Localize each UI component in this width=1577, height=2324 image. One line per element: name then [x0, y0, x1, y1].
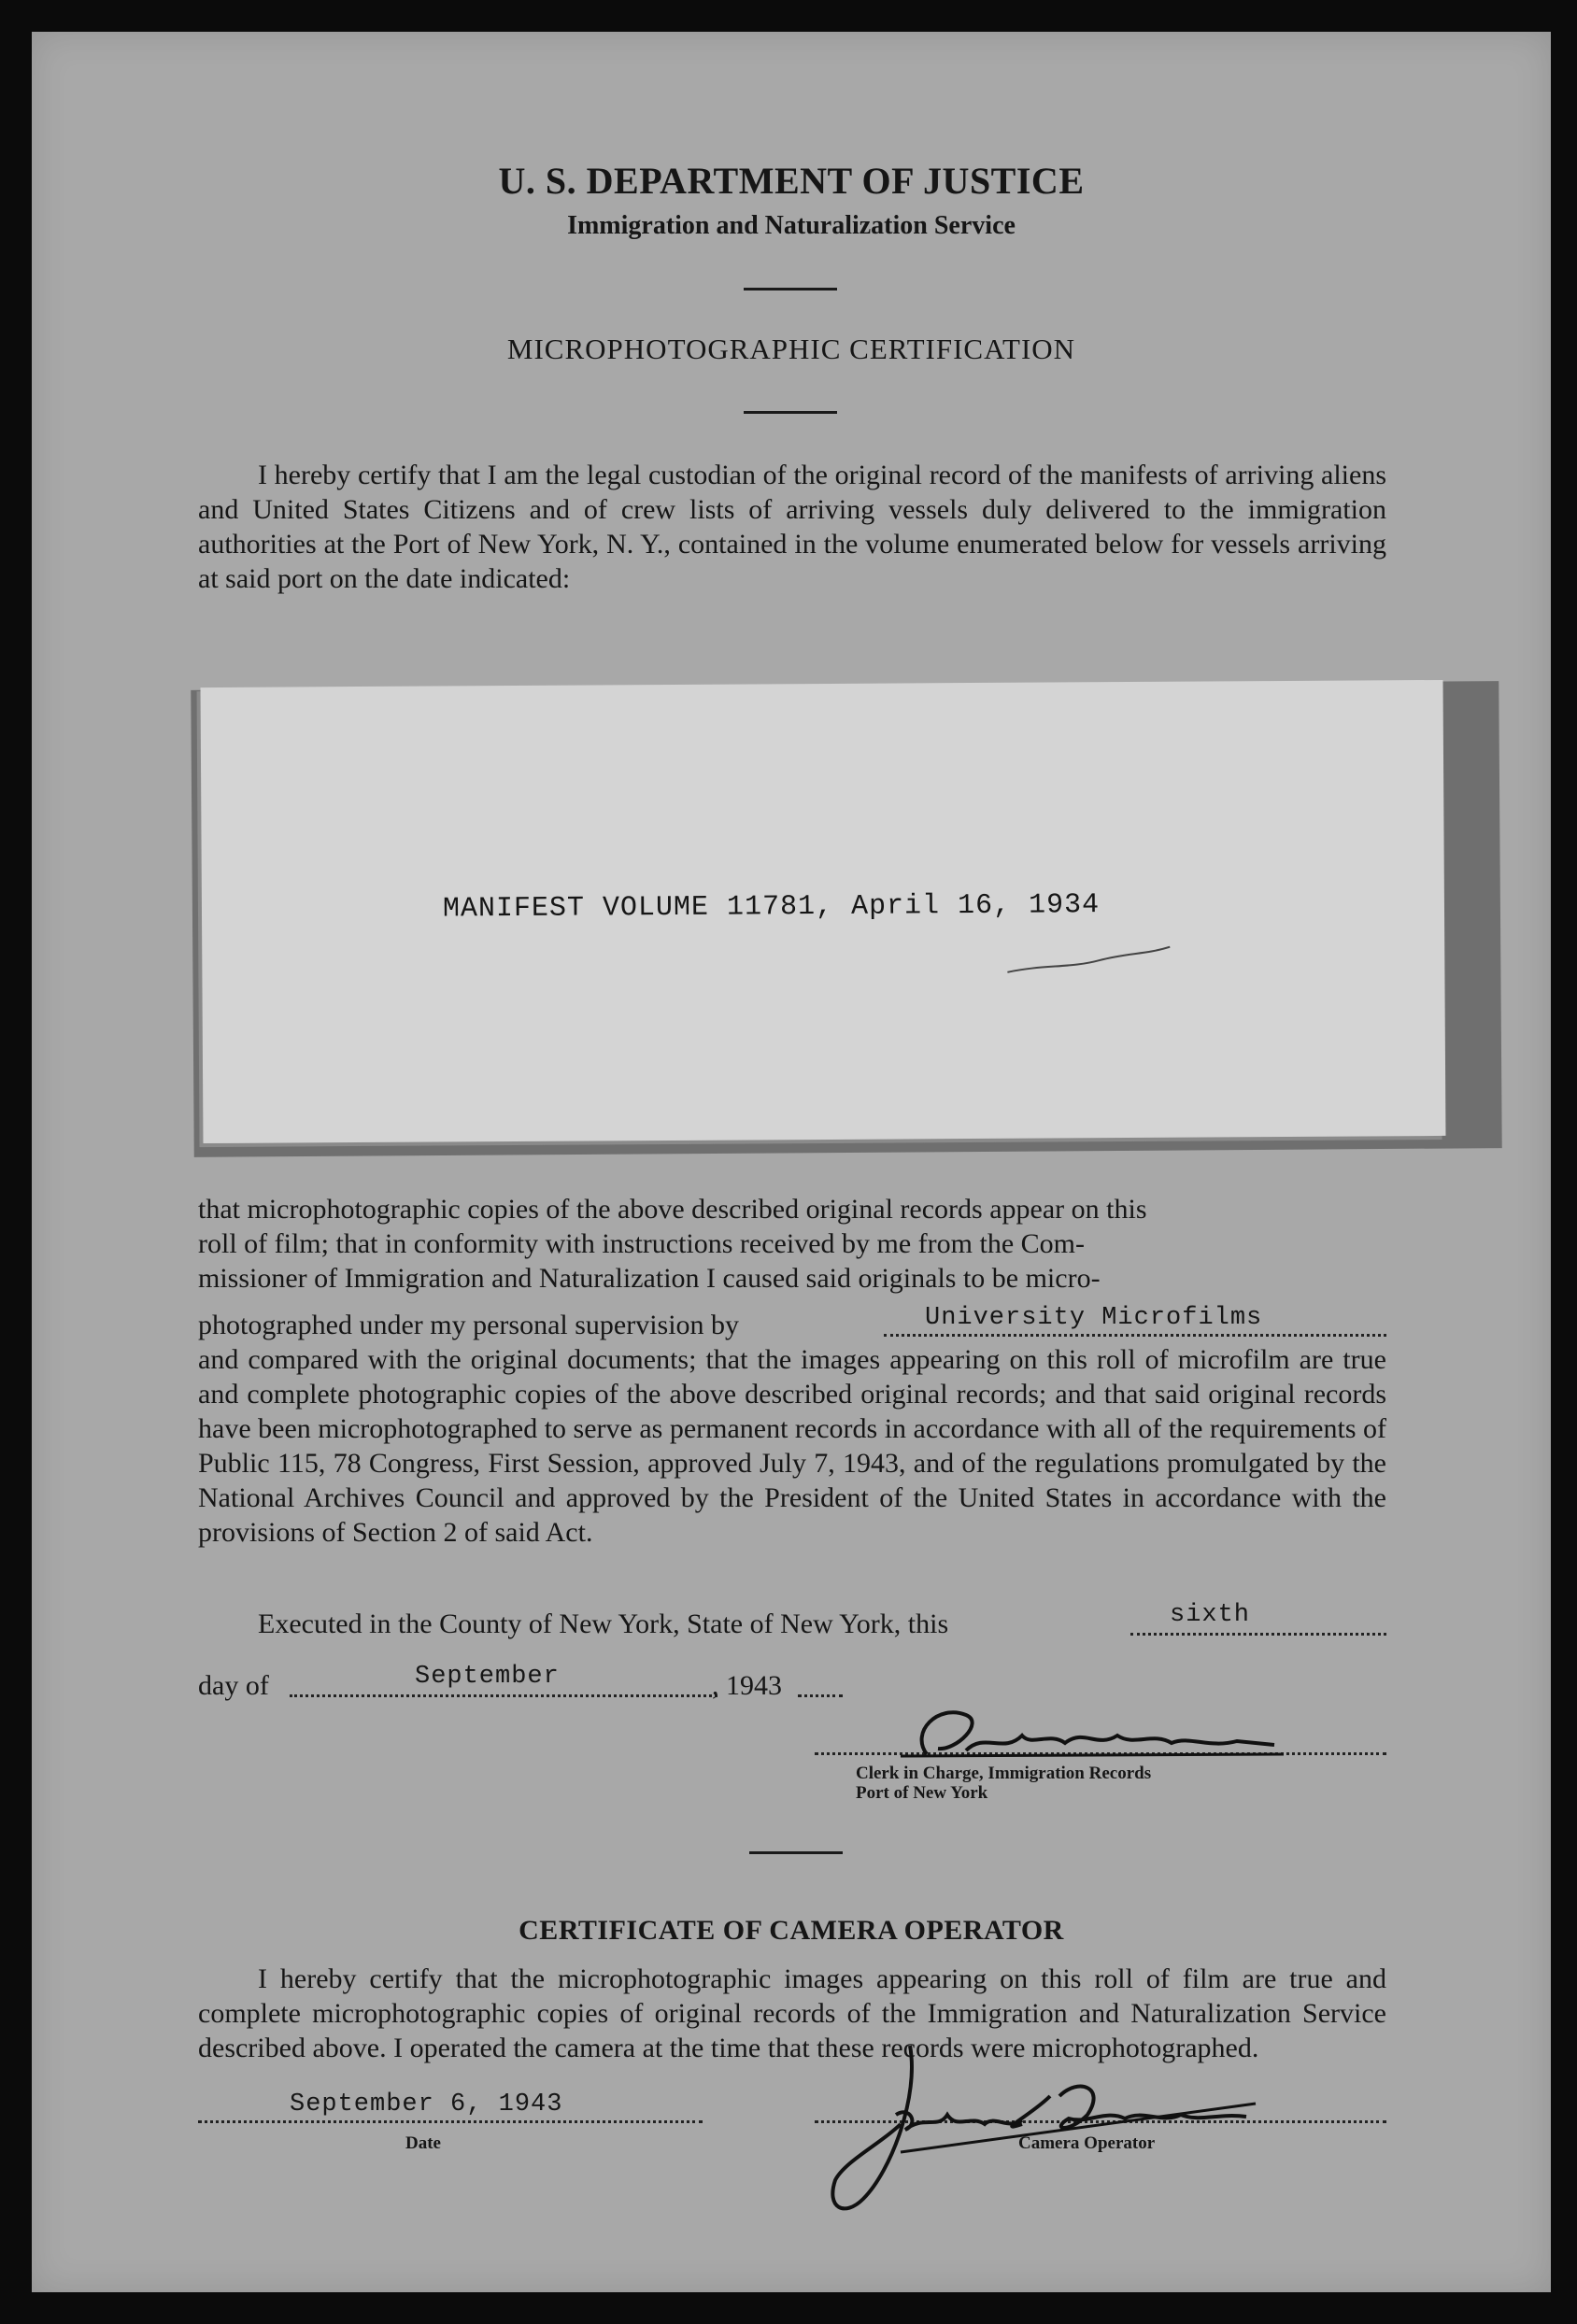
month-line [290, 1694, 717, 1697]
department-heading: U. S. DEPARTMENT OF JUSTICE [498, 160, 1085, 202]
manifest-volume-text: MANIFEST VOLUME 11781, April 16, 1934 [442, 889, 1101, 926]
divider [744, 288, 837, 290]
certificate-sheet [32, 32, 1551, 2292]
photographer-line [884, 1334, 1386, 1337]
body-line: missioner of Immigration and Naturalization I caused said originals to be micro- [198, 1263, 1101, 1294]
divider [744, 411, 837, 414]
executed-prefix: Executed in the County of New York, State of New York, this [258, 1608, 949, 1639]
date-value: September 6, 1943 [290, 2090, 563, 2119]
body-paragraph: and compared with the original documents; that the images appearing on this roll of microfilm are true and complete photographic copies of the above described original records; and that said original records have been microphotographed to serve as permanent records in accordance with all of the requirements of Public 115, 78 Congress, First Session, approved July 7, 1943, and of the regulations promulgated by the National Archives Council and approved by the President of the United States in accordance with the provisions of Section 2 of said Act. [198, 1344, 1386, 1548]
certification-title: MICROPHOTOGRAPHIC CERTIFICATION [506, 333, 1076, 365]
pencil-mark [1005, 943, 1173, 982]
camera-certificate-paragraph: I hereby certify that the microphotographic images appearing on this roll of film are true and complete microphotographic copies of original records of the Immigration and Naturalization Service described above. I operated the camera at the time that these records were microphotographed. [198, 1963, 1386, 2063]
intro-paragraph: I hereby certify that I am the legal custodian of the original record of the manifests of arriving aliens and United States Citizens and of crew lists of arriving vessels duly delivered to the immigration authorities at the Port of New York, N. Y., contained in the volume enumerated below for vessels arriving at said port on the date indicated: [198, 460, 1386, 594]
clerk-title-line: Clerk in Charge, Immigration Records [856, 1764, 1152, 1783]
clerk-title-line: Port of New York [856, 1783, 988, 1803]
camera-certificate-title: CERTIFICATE OF CAMERA OPERATOR [519, 1915, 1064, 1946]
service-subheading: Immigration and Naturalization Service [567, 211, 1016, 240]
operator-label: Camera Operator [1018, 2133, 1156, 2153]
clerk-title [856, 1764, 1151, 1803]
date-line [198, 2120, 703, 2123]
day-value: sixth [1170, 1601, 1251, 1629]
day-of-label: day of [198, 1670, 269, 1701]
year-value: , 1943 [712, 1670, 782, 1701]
year-dots [798, 1694, 843, 1697]
divider [749, 1851, 843, 1854]
body-line: that microphotographic copies of the above described original records appear on this [198, 1194, 1147, 1225]
month-value: September [415, 1663, 560, 1691]
date-label: Date [405, 2133, 441, 2153]
manifest-slip [201, 680, 1446, 1143]
photographed-prefix: photographed under my personal supervision by [198, 1310, 740, 1340]
body-line: roll of film; that in conformity with instructions received by me from the Com- [198, 1228, 1085, 1259]
body-lines-top [198, 1192, 1386, 1296]
photographer-value: University Microfilms [925, 1304, 1263, 1332]
day-line [1130, 1633, 1386, 1636]
